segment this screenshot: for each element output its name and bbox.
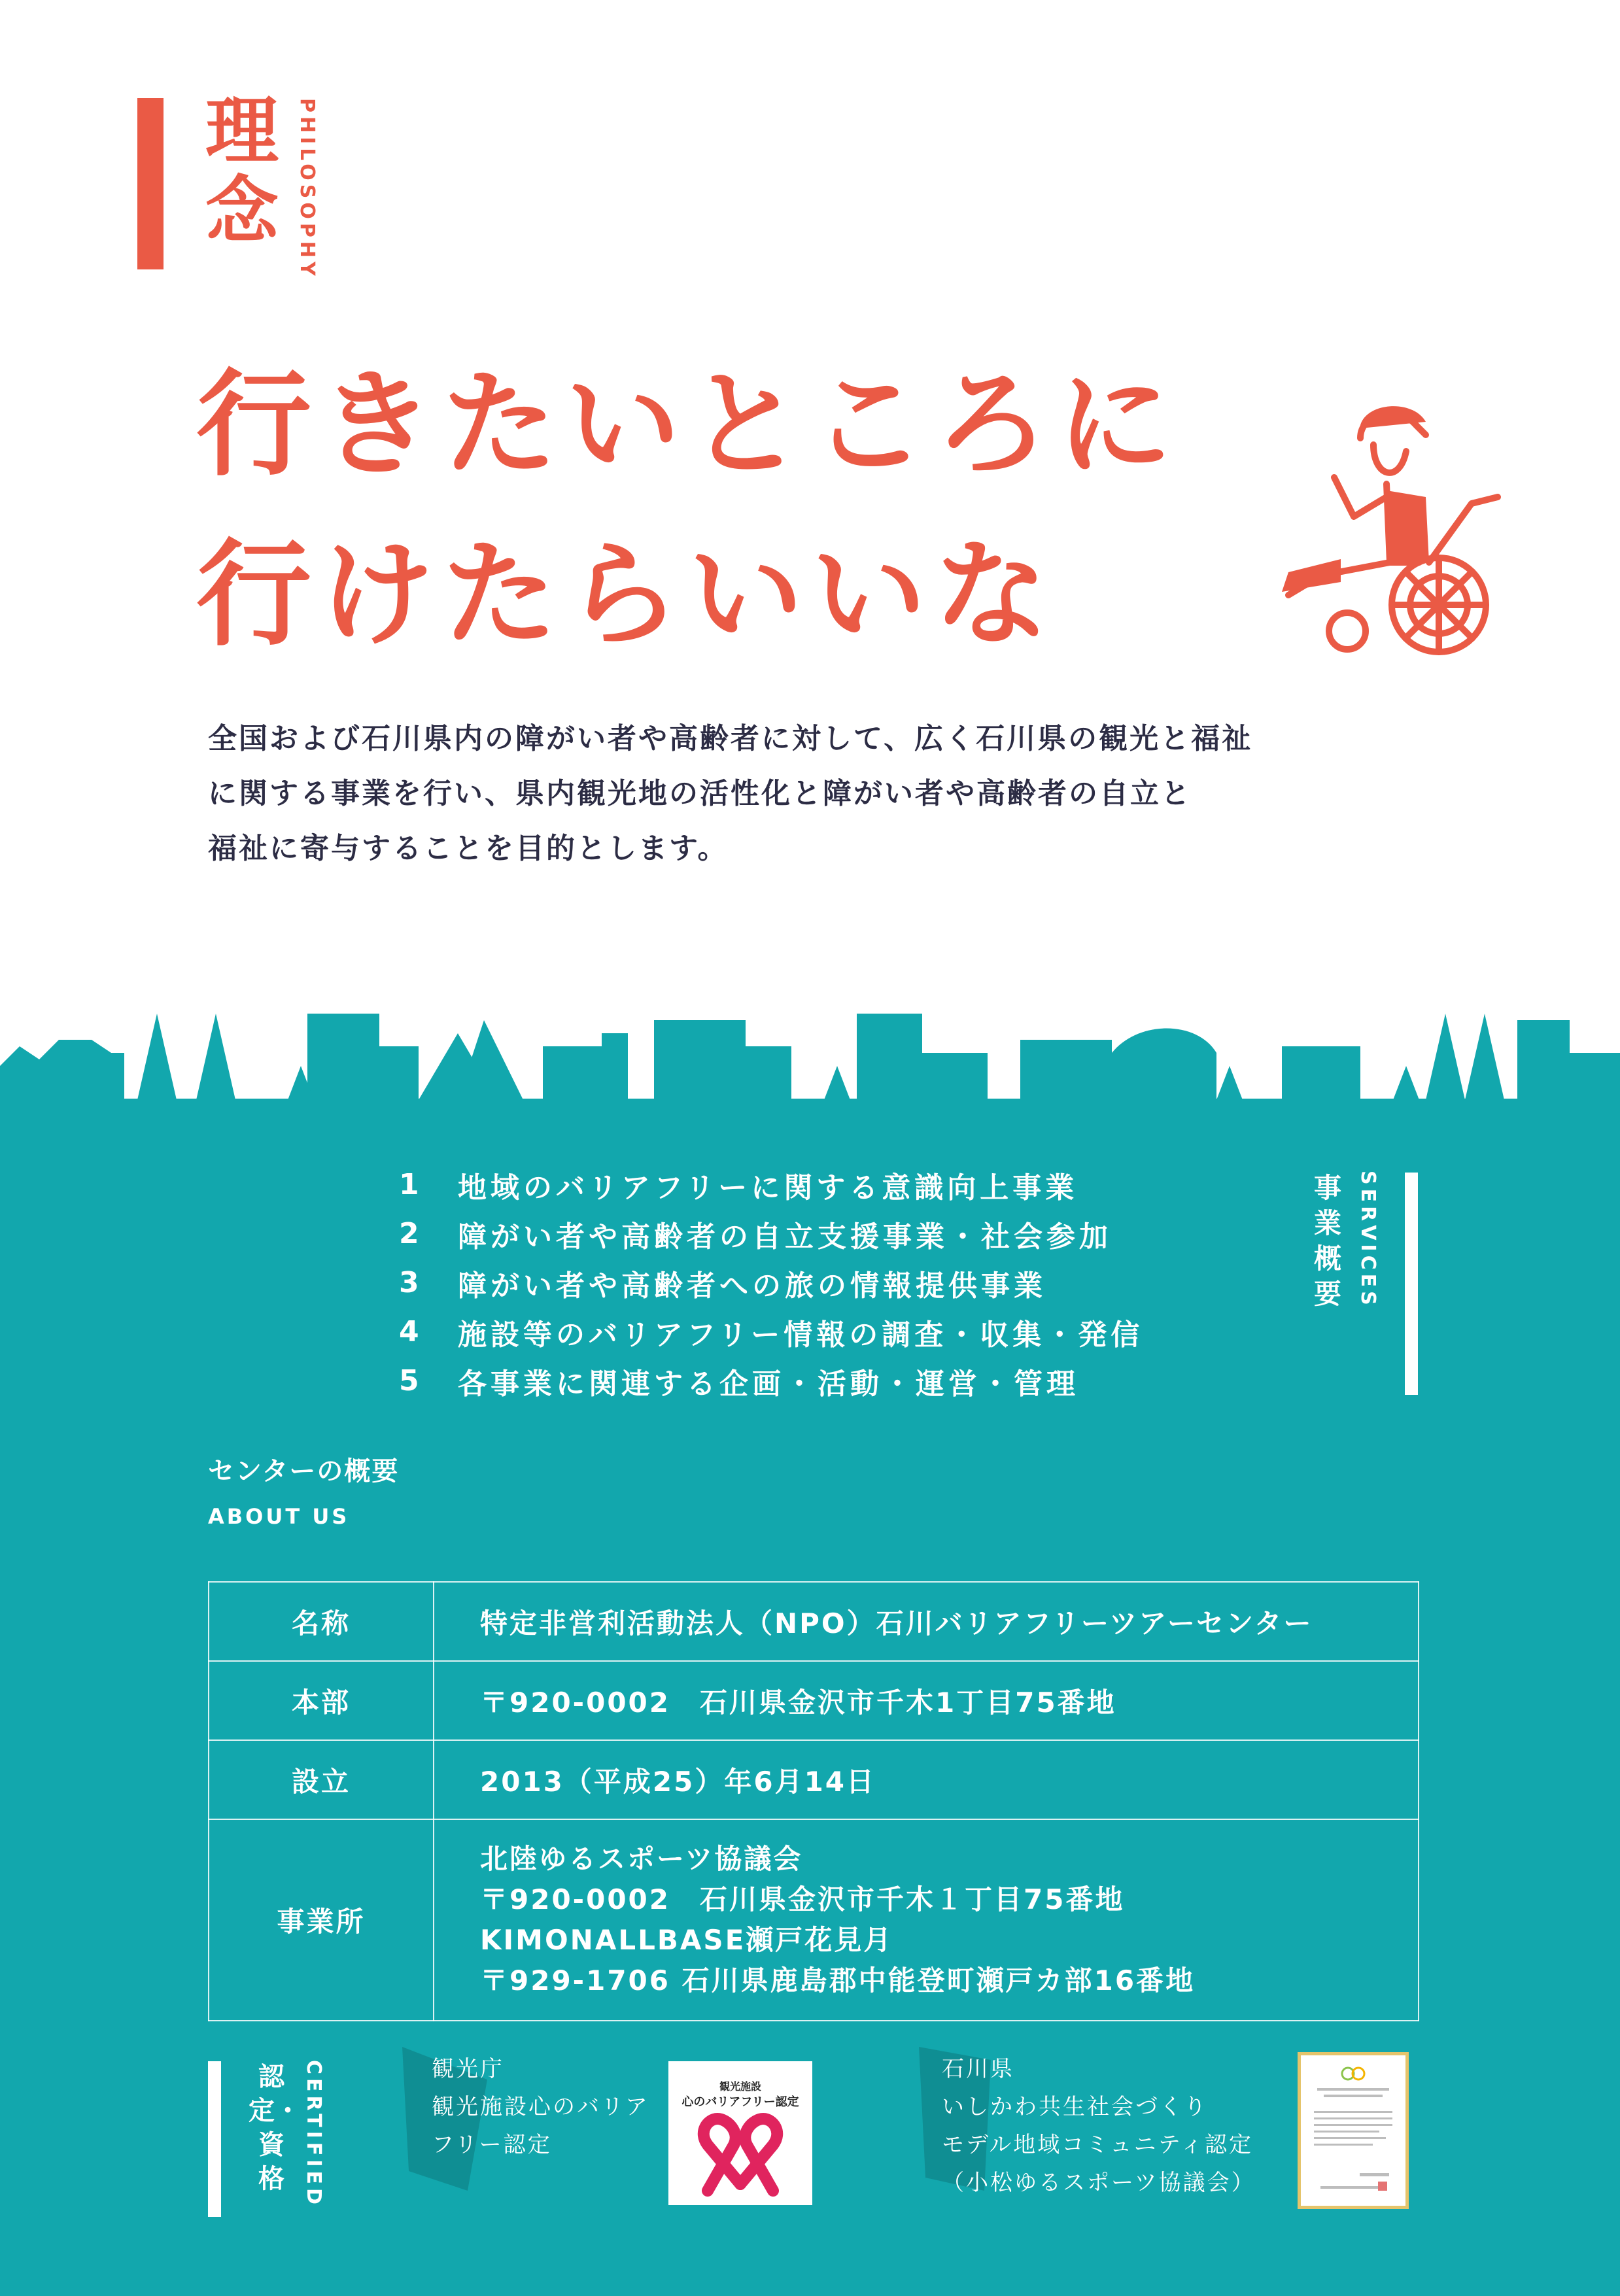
office-line: 北陸ゆるスポーツ協議会: [480, 1843, 803, 1875]
headline-line-1: 行きたいところに: [196, 358, 1181, 492]
service-number: 4: [399, 1315, 423, 1348]
headline: [196, 340, 1180, 680]
row-key: 設立: [209, 1740, 434, 1819]
list-item: [399, 1307, 1143, 1356]
cert1-line: フリー認定: [432, 2132, 552, 2158]
cert1-text: [432, 2050, 649, 2164]
row-value: [434, 1819, 1419, 2021]
intro-line: 全国および石川県内の障がい者や高齢者に対して、広く石川県の観光と福祉: [208, 722, 1253, 755]
list-item: [399, 1209, 1143, 1258]
intro-line: 福祉に寄与することを目的とします。: [208, 832, 729, 865]
service-number: 3: [399, 1266, 423, 1299]
cert1-line: 観光施設心のバリア: [432, 2094, 649, 2120]
services-label-en: SERVICES: [1356, 1171, 1379, 1309]
certificate-icon: [1301, 2055, 1405, 2206]
cert2-line: （小松ゆるスポーツ協議会）: [942, 2170, 1256, 2196]
intro-line: に関する事業を行い、県内観光地の活性化と障がい者や高齢者の自立と: [208, 777, 1192, 810]
cert2-line: いしかわ共生社会づくり: [942, 2094, 1208, 2120]
about-label: センターの概要: [208, 1456, 400, 1486]
table-row: [209, 1740, 1419, 1819]
certified-label-en: CERTIFIED: [302, 2060, 325, 2208]
service-text: 障がい者や高齢者への旅の情報提供事業: [458, 1269, 1046, 1303]
intro-paragraph: [208, 711, 1307, 876]
heart-ribbon-icon: [688, 2112, 793, 2197]
row-value: 特定非営利活動法人（NPO）石川バリアフリーツアーセンター: [434, 1582, 1419, 1661]
office-line: KIMONALLBASE瀬戸花見月: [480, 1924, 893, 1956]
service-text: 障がい者や高齢者の自立支援事業・社会参加: [458, 1220, 1112, 1254]
list-item: [399, 1258, 1143, 1307]
philosophy-label: 理念: [205, 89, 279, 254]
cert1-line: 観光庁: [432, 2056, 504, 2082]
list-item: [399, 1356, 1143, 1405]
headline-line-2: 行けたらいいな: [196, 528, 1058, 662]
philosophy-label-en: PHILOSOPHY: [296, 98, 319, 280]
wheelchair-user-icon: [1262, 399, 1511, 660]
table-row: [209, 1582, 1419, 1661]
about-label-en: ABOUT US: [208, 1504, 350, 1529]
office-line: 〒929-1706 石川県鹿島郡中能登町瀬戸カ部16番地: [480, 1964, 1196, 1996]
badge-line-2: 心のバリアフリー認定: [681, 2095, 799, 2109]
certified-label: 認定・資格: [249, 2062, 301, 2194]
certified-accent-bar: [208, 2061, 221, 2217]
list-item: [399, 1160, 1143, 1209]
badge-line-1: 観光施設: [719, 2080, 761, 2093]
service-text: 施設等のバリアフリー情報の調査・収集・発信: [458, 1318, 1144, 1352]
service-number: 1: [399, 1168, 423, 1201]
barrier-free-badge: [668, 2061, 812, 2205]
row-key: 事業所: [209, 1819, 434, 2021]
services-list: [399, 1160, 1143, 1405]
table-row: [209, 1661, 1419, 1740]
service-text: 各事業に関連する企画・活動・運営・管理: [458, 1367, 1079, 1401]
row-value: 2013（平成25）年6月14日: [434, 1740, 1419, 1819]
services-accent-bar: [1405, 1173, 1418, 1395]
certificate-image: [1298, 2052, 1409, 2209]
services-label: 事業概要: [1313, 1172, 1341, 1310]
table-row: [209, 1819, 1419, 2021]
row-value: 〒920-0002 石川県金沢市千木1丁目75番地: [434, 1661, 1419, 1740]
service-number: 5: [399, 1364, 423, 1397]
service-number: 2: [399, 1217, 423, 1250]
cert2-line: モデル地域コミュニティ認定: [942, 2132, 1253, 2158]
row-key: 名称: [209, 1582, 434, 1661]
about-table: [208, 1581, 1419, 2021]
city-skyline-illustration: [0, 1001, 1620, 1100]
office-line: 〒920-0002 石川県金沢市千木１丁目75番地: [480, 1883, 1125, 1915]
service-text: 地域のバリアフリーに関する意識向上事業: [458, 1171, 1078, 1205]
cert2-text: [942, 2050, 1256, 2202]
philosophy-accent-bar: [137, 98, 164, 269]
cert2-line: 石川県: [942, 2056, 1014, 2082]
row-key: 本部: [209, 1661, 434, 1740]
